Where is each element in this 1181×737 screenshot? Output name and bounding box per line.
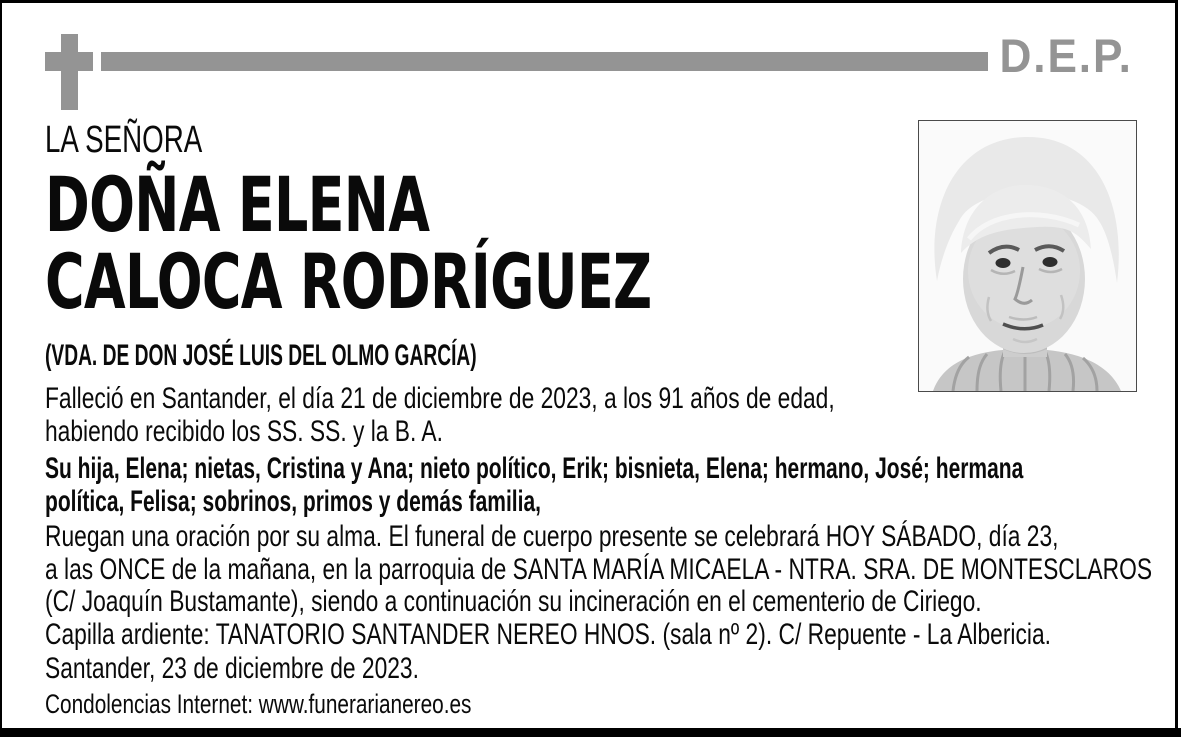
closing-place-date: Santander, 23 de diciembre de 2023.: [45, 652, 419, 685]
frame-bottom-border: [0, 728, 1181, 737]
family-paragraph: [45, 452, 1181, 518]
portrait-illustration: [919, 121, 1136, 391]
funeral-paragraph: [45, 521, 1181, 651]
frame-top-border: [0, 0, 1177, 3]
portrait-photo: [918, 120, 1137, 392]
widow-note: (VDA. DE DON JOSÉ LUIS DEL OLMO GARCÍA): [45, 339, 477, 372]
death-line: Falleció en Santander, el día 21 de diciembre de 2023, a los 91 años de edad,: [45, 382, 835, 415]
frame-left-border: [0, 0, 2, 737]
dep-label: D.E.P.: [999, 29, 1133, 82]
funeral-line: Capilla ardiente: TANATORIO SANTANDER NEREO HNOS. (sala nº 2). C/ Repuente - La Albericia.: [45, 617, 1051, 651]
name-line-1: DOÑA ELENA: [45, 160, 430, 249]
separator-bar: [101, 52, 988, 71]
header-band: [45, 29, 1137, 114]
family-line: política, Felisa; sobrinos, primos y demás familia,: [45, 485, 541, 518]
christian-cross-icon: [45, 34, 93, 110]
name-line-2: CALOCA RODRÍGUEZ: [45, 237, 652, 326]
family-line: Su hija, Elena; nietas, Cristina y Ana; nieto político, Erik; bisnieta, Elena; hermano, José; hermana: [45, 452, 1024, 485]
funeral-line: (C/ Joaquín Bustamante), siendo a continuación su incineración en el cementerio de Ciriego.: [45, 585, 982, 618]
honorific: LA SEÑORA: [45, 119, 203, 161]
funeral-line: Ruegan una oración por su alma. El funeral de cuerpo presente se celebrará HOY SÁBADO, día 23,: [45, 520, 1059, 553]
deceased-name: [45, 160, 899, 326]
death-line: habiendo recibido los SS. SS. y la B. A.: [45, 415, 443, 448]
funeral-line: a las ONCE de la mañana, en la parroquia de SANTA MARÍA MICAELA - NTRA. SRA. DE MONTESCLAROS: [45, 552, 1153, 586]
condolences-note: Condolencias Internet: www.funerarianereo.es: [45, 689, 472, 719]
